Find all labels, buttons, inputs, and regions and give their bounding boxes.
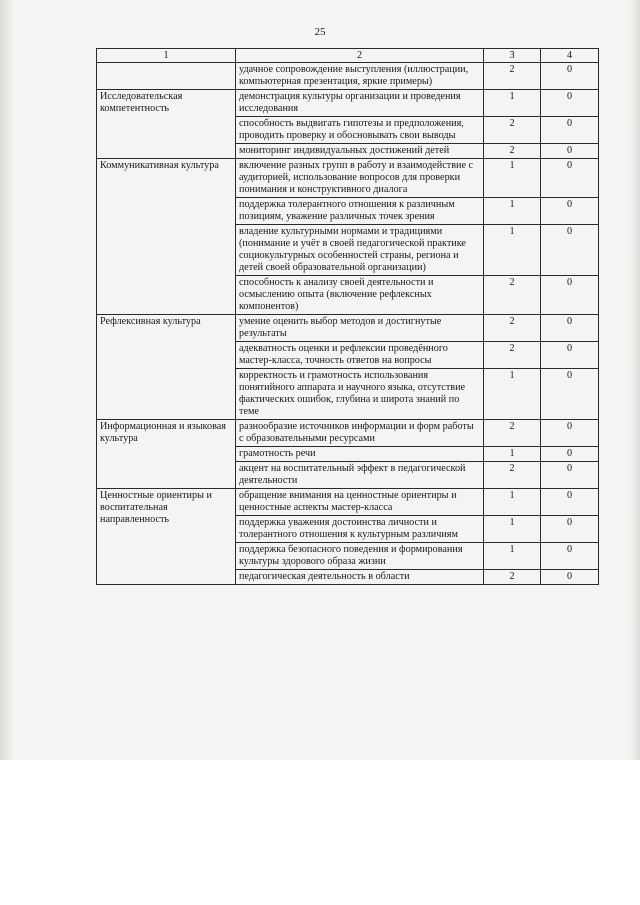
score-cell: 0 — [541, 315, 599, 342]
table-body — [97, 63, 599, 585]
score-cell: 0 — [541, 63, 599, 90]
criterion-cell: владение культурными нормами и традициями (понимание и учёт в своей педагогической практике социокультурных особенностей страны, региона и детей своей образовательной организации) — [236, 225, 484, 276]
score-cell: 0 — [541, 516, 599, 543]
score-cell: 0 — [541, 225, 599, 276]
competence-cell: Рефлексивная культура — [97, 315, 236, 420]
score-cell: 0 — [541, 570, 599, 585]
score-cell: 0 — [541, 420, 599, 447]
score-cell: 1 — [484, 369, 541, 420]
score-cell: 0 — [541, 159, 599, 198]
column-header: 2 — [236, 49, 484, 63]
competence-cell: Коммуникативная культура — [97, 159, 236, 315]
score-cell: 0 — [541, 90, 599, 117]
score-cell: 1 — [484, 159, 541, 198]
criterion-cell: грамотность речи — [236, 447, 484, 462]
table-row — [97, 63, 599, 90]
competence-cell — [97, 63, 236, 90]
score-cell: 2 — [484, 342, 541, 369]
score-cell: 1 — [484, 516, 541, 543]
table-row — [97, 159, 599, 198]
score-cell: 2 — [484, 570, 541, 585]
score-cell: 1 — [484, 447, 541, 462]
criterion-cell: умение оценить выбор методов и достигнутые результаты — [236, 315, 484, 342]
score-cell: 0 — [541, 198, 599, 225]
scan-shadow-right — [630, 0, 640, 760]
criterion-cell: способность к анализу своей деятельности и осмыслению опыта (включение рефлексных компонентов) — [236, 276, 484, 315]
competence-cell: Информационная и языковая культура — [97, 420, 236, 489]
score-cell: 0 — [541, 447, 599, 462]
score-cell: 1 — [484, 543, 541, 570]
score-cell: 2 — [484, 144, 541, 159]
table-row — [97, 90, 599, 117]
column-header: 1 — [97, 49, 236, 63]
score-cell: 2 — [484, 315, 541, 342]
score-cell: 0 — [541, 489, 599, 516]
column-header: 4 — [541, 49, 599, 63]
competence-cell: Ценностные ориентиры и воспитательная направленность — [97, 489, 236, 585]
criterion-cell: способность выдвигать гипотезы и предположения, проводить проверку и обосновывать свои выводы — [236, 117, 484, 144]
table-header-row — [97, 49, 599, 63]
criterion-cell: поддержка толерантного отношения к различным позициям, уважение различных точек зрения — [236, 198, 484, 225]
competence-cell: Исследовательская компетентность — [97, 90, 236, 159]
score-cell: 2 — [484, 63, 541, 90]
score-cell: 0 — [541, 144, 599, 159]
score-cell: 1 — [484, 489, 541, 516]
criterion-cell: педагогическая деятельность в области — [236, 570, 484, 585]
score-cell: 2 — [484, 462, 541, 489]
table-row — [97, 420, 599, 447]
score-cell: 2 — [484, 420, 541, 447]
score-cell: 0 — [541, 369, 599, 420]
criterion-cell: демонстрация культуры организации и проведения исследования — [236, 90, 484, 117]
score-cell: 2 — [484, 276, 541, 315]
criterion-cell: удачное сопровождение выступления (иллюстрации, компьютерная презентация, яркие примеры) — [236, 63, 484, 90]
score-cell: 2 — [484, 117, 541, 144]
score-cell: 1 — [484, 198, 541, 225]
criterion-cell: адекватность оценки и рефлексии проведённого мастер-класса, точность ответов на вопросы — [236, 342, 484, 369]
page-number: 25 — [314, 26, 326, 38]
criterion-cell: поддержка безопасного поведения и формирования культуры здорового образа жизни — [236, 543, 484, 570]
score-cell: 1 — [484, 90, 541, 117]
criterion-cell: корректность и грамотность использования понятийного аппарата и научного языка, отсутствие фактических ошибок, глубина и широта знаний по теме — [236, 369, 484, 420]
score-cell: 0 — [541, 117, 599, 144]
table-row — [97, 315, 599, 342]
criterion-cell: разнообразие источников информации и форм работы с образовательными ресурсами — [236, 420, 484, 447]
score-cell: 0 — [541, 543, 599, 570]
criterion-cell: мониторинг индивидуальных достижений детей — [236, 144, 484, 159]
column-header: 3 — [484, 49, 541, 63]
criterion-cell: обращение внимания на ценностные ориентиры и ценностные аспекты мастер-класса — [236, 489, 484, 516]
scan-shadow-left — [0, 0, 14, 760]
criterion-cell: акцент на воспитательный эффект в педагогической деятельности — [236, 462, 484, 489]
score-cell: 0 — [541, 462, 599, 489]
criterion-cell: включение разных групп в работу и взаимодействие с аудиторией, использование вопросов для проверки понимания и конструктивного диалога — [236, 159, 484, 198]
criteria-table — [96, 48, 599, 585]
score-cell: 0 — [541, 276, 599, 315]
score-cell: 0 — [541, 342, 599, 369]
table-row — [97, 489, 599, 516]
score-cell: 1 — [484, 225, 541, 276]
criterion-cell: поддержка уважения достоинства личности и толерантного отношения к культурным различиям — [236, 516, 484, 543]
